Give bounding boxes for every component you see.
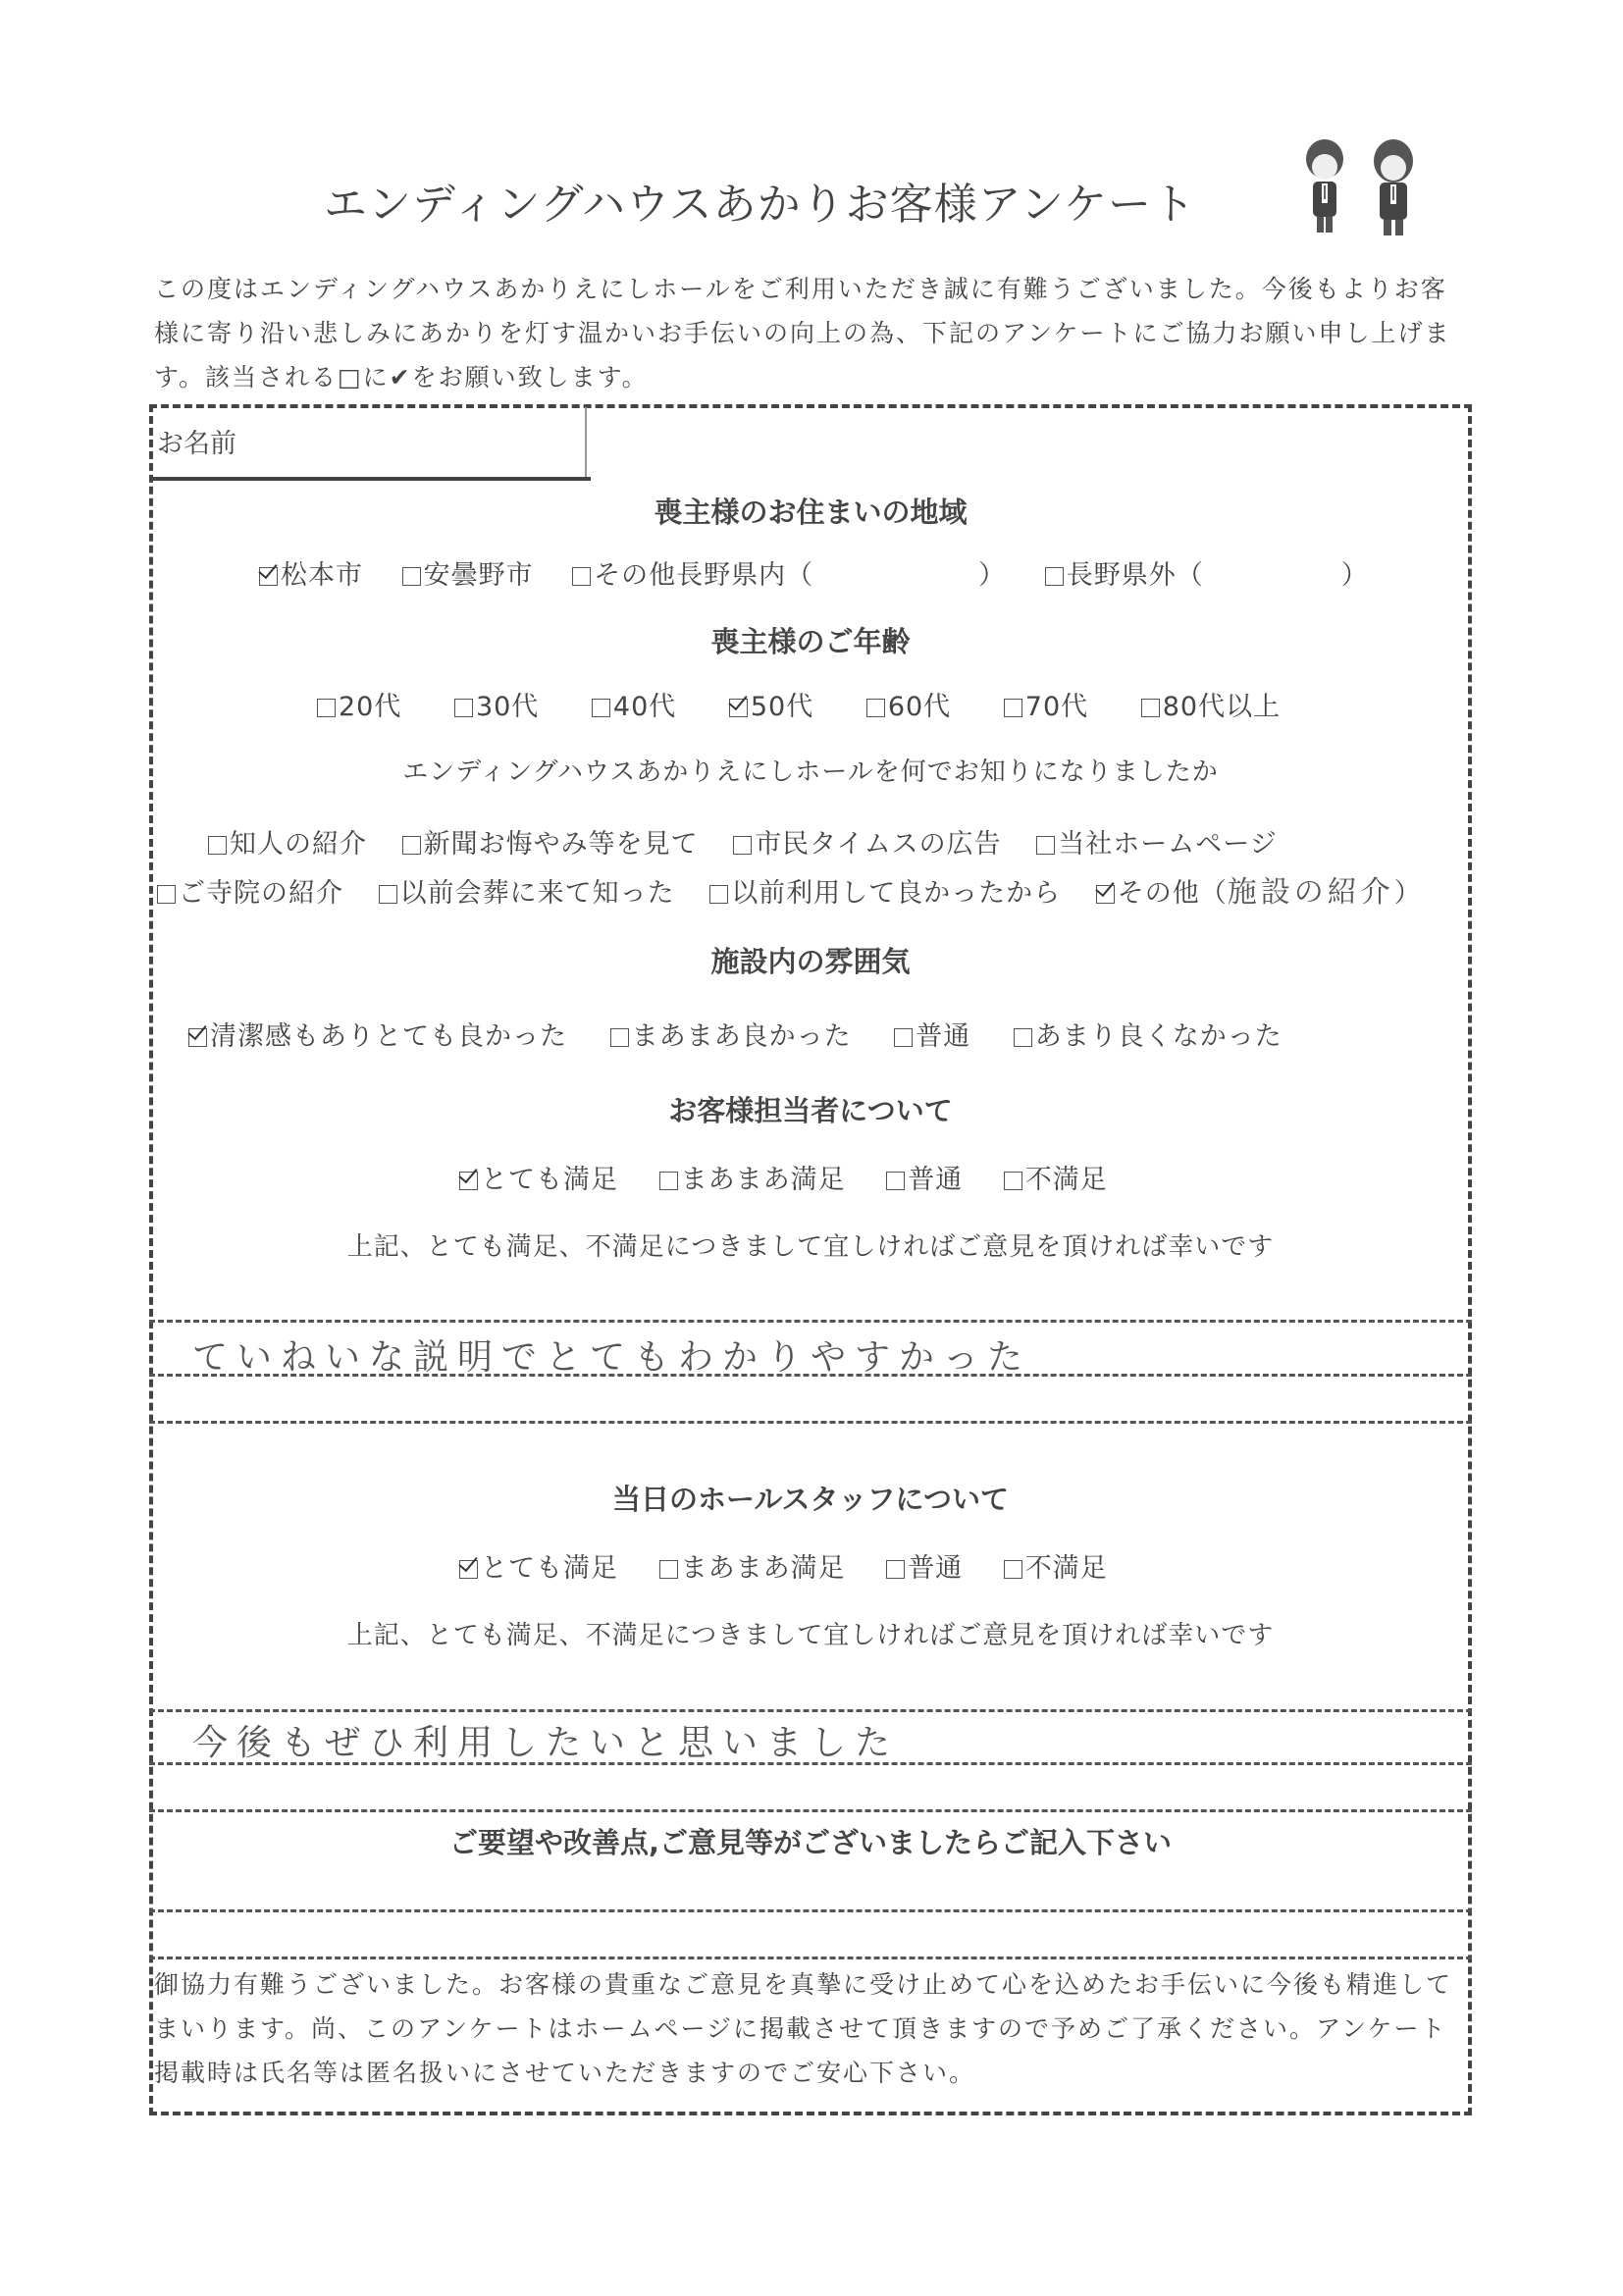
- staff-comment-prompt: 上記、とても満足、不満足につきまして宜しければご意見を頂ければ幸いです: [346, 1232, 1275, 1262]
- source-option-newspaper[interactable]: 新聞お悔やみ等を見て: [402, 822, 699, 861]
- region-option-other-nagano[interactable]: その他長野県内（ ）: [572, 553, 1006, 592]
- hall-staff-option-average[interactable]: 普通: [886, 1546, 963, 1585]
- checkbox[interactable]: [1004, 699, 1022, 717]
- region-option-azumino[interactable]: 安曇野市: [402, 553, 534, 592]
- source-option-temple[interactable]: ご寺院の紹介: [157, 871, 343, 910]
- checkbox[interactable]: [659, 1172, 678, 1190]
- checkbox[interactable]: [1004, 1560, 1022, 1579]
- source-option-acquaintance[interactable]: 知人の紹介: [208, 822, 367, 861]
- source-option-times-ad[interactable]: 市民タイムスの広告: [733, 822, 1001, 861]
- checkbox[interactable]: [894, 1028, 913, 1047]
- checkbox[interactable]: [733, 836, 752, 855]
- atmosphere-option-not-good[interactable]: あまり良くなかった: [1014, 1015, 1283, 1053]
- source-other-handwritten: 施設の紹介: [1227, 875, 1394, 910]
- age-option-30s[interactable]: 30代: [454, 685, 539, 723]
- source-options-row1: [208, 822, 1278, 861]
- region-option-matsumoto[interactable]: 松本市: [259, 553, 363, 592]
- intro-text: この度はエンディングハウスあかりえにしホールをご利用いただき誠に有難うございました。今後もよりお客様に寄り沿い悲しみにあかりを灯す温かいお手伝いの向上の為、下記のアンケートにご協力お願い申し上げます。該当される□に✔をお願い致します。: [154, 275, 1451, 391]
- checkbox[interactable]: [572, 567, 591, 586]
- comment-line: [149, 1421, 1472, 1424]
- checkbox[interactable]: [1036, 836, 1055, 855]
- comment-line: [149, 1320, 1472, 1323]
- checkbox[interactable]: [866, 699, 885, 717]
- age-option-70s[interactable]: 70代: [1004, 685, 1088, 723]
- comment-line: [149, 1762, 1472, 1765]
- checkbox[interactable]: [1014, 1028, 1032, 1047]
- comment-line: [149, 1909, 1472, 1912]
- staff-figure-left: [1306, 139, 1343, 233]
- staff-option-very-satisfied[interactable]: とても満足: [459, 1158, 618, 1196]
- hall-staff-option-fairly-satisfied[interactable]: まあまあ満足: [659, 1546, 846, 1585]
- checkbox[interactable]: [1141, 699, 1160, 717]
- source-option-homepage[interactable]: 当社ホームページ: [1036, 822, 1277, 861]
- age-option-20s[interactable]: 20代: [317, 685, 401, 723]
- age-options: [317, 685, 1281, 723]
- name-label: お名前: [157, 429, 236, 459]
- age-option-80s-plus[interactable]: 80代以上: [1141, 685, 1281, 723]
- checkbox-checked[interactable]: [459, 1560, 478, 1579]
- checkbox[interactable]: [379, 885, 397, 904]
- checkbox-checked[interactable]: [459, 1172, 478, 1190]
- age-option-40s[interactable]: 40代: [592, 685, 676, 723]
- region-option-outside-nagano[interactable]: 長野県外（ ）: [1045, 553, 1369, 592]
- checkbox[interactable]: [317, 699, 336, 717]
- staff-option-average[interactable]: 普通: [886, 1158, 963, 1196]
- name-field[interactable]: [149, 477, 591, 481]
- checkbox[interactable]: [208, 836, 227, 855]
- staff-comment-handwritten[interactable]: ていねいな説明でとてもわかりやすかった: [192, 1337, 1032, 1378]
- hall-staff-option-very-satisfied[interactable]: とても満足: [459, 1546, 618, 1585]
- checkbox-checked[interactable]: [259, 567, 278, 586]
- source-option-other[interactable]: その他（施設の紹介）: [1096, 867, 1422, 911]
- source-option-attended-funeral[interactable]: 以前会葬に来て知った: [379, 871, 675, 910]
- checkbox[interactable]: [402, 836, 421, 855]
- staff-options: [459, 1158, 1108, 1196]
- atmosphere-option-very-good[interactable]: 清潔感もありとても良かった: [188, 1015, 567, 1053]
- checkbox[interactable]: [1045, 567, 1064, 586]
- checkbox[interactable]: [592, 699, 610, 717]
- checkbox[interactable]: [610, 1028, 629, 1047]
- staff-title: お客様担当者について: [668, 1094, 953, 1127]
- requests-title: ご要望や改善点,ご意見等がございましたらご記入下さい: [448, 1826, 1173, 1859]
- comment-line: [149, 1374, 1472, 1377]
- name-field-divider: [585, 407, 587, 479]
- closing-text: 御協力有難うございました。お客様の貴重なご意見を真摯に受け止めて心を込めたお手伝いに今後も精進してまいります。尚、このアンケートはホームページに掲載させて頂きますので予めご了承ください。アンケート掲載時は氏名等は匿名扱いにさせていただきますのでご安心下さい。: [154, 1970, 1453, 2087]
- hall-staff-comment-handwritten[interactable]: 今後もぜひ利用したいと思いました: [192, 1723, 900, 1763]
- age-title: 喪主様のご年齢: [710, 625, 911, 658]
- staff-figure-right: [1374, 139, 1413, 235]
- checkbox[interactable]: [1004, 1172, 1022, 1190]
- atmosphere-options: [188, 1015, 1283, 1053]
- source-question: エンディングハウスあかりえにしホールを何でお知りになりましたか: [402, 757, 1219, 787]
- checkbox[interactable]: [157, 885, 176, 904]
- comment-line: [149, 1957, 1472, 1959]
- staff-option-fairly-satisfied[interactable]: まあまあ満足: [659, 1158, 846, 1196]
- hall-staff-comment-prompt: 上記、とても満足、不満足につきまして宜しければご意見を頂ければ幸いです: [346, 1621, 1275, 1650]
- checkbox-checked[interactable]: [729, 699, 748, 717]
- region-title: 喪主様のお住まいの地域: [654, 496, 968, 529]
- age-option-60s[interactable]: 60代: [866, 685, 951, 723]
- checkbox-checked[interactable]: [188, 1028, 207, 1047]
- checkbox[interactable]: [659, 1560, 678, 1579]
- checkbox[interactable]: [886, 1172, 905, 1190]
- comment-line: [149, 1709, 1472, 1712]
- comment-line: [149, 1809, 1472, 1812]
- checkbox-checked[interactable]: [1096, 885, 1115, 904]
- source-options-row2: [157, 867, 1422, 911]
- hall-staff-options: [459, 1546, 1108, 1585]
- atmosphere-option-fairly-good[interactable]: まあまあ良かった: [610, 1015, 852, 1053]
- hall-staff-option-unsatisfied[interactable]: 不満足: [1004, 1546, 1108, 1585]
- checkbox[interactable]: [709, 885, 728, 904]
- hall-staff-title: 当日のホールスタッフについて: [612, 1483, 1009, 1516]
- age-option-50s[interactable]: 50代: [729, 685, 813, 723]
- checkbox[interactable]: [402, 567, 421, 586]
- source-option-used-before[interactable]: 以前利用して良かったから: [709, 871, 1061, 910]
- region-options: [259, 553, 1369, 592]
- atmosphere-title: 施設内の雰囲気: [710, 945, 911, 978]
- survey-title: エンディングハウスあかりお客様アンケート: [324, 180, 1196, 230]
- staff-illustration: [1295, 137, 1433, 255]
- atmosphere-option-average[interactable]: 普通: [894, 1015, 970, 1053]
- staff-option-unsatisfied[interactable]: 不満足: [1004, 1158, 1108, 1196]
- checkbox[interactable]: [454, 699, 473, 717]
- checkbox[interactable]: [886, 1560, 905, 1579]
